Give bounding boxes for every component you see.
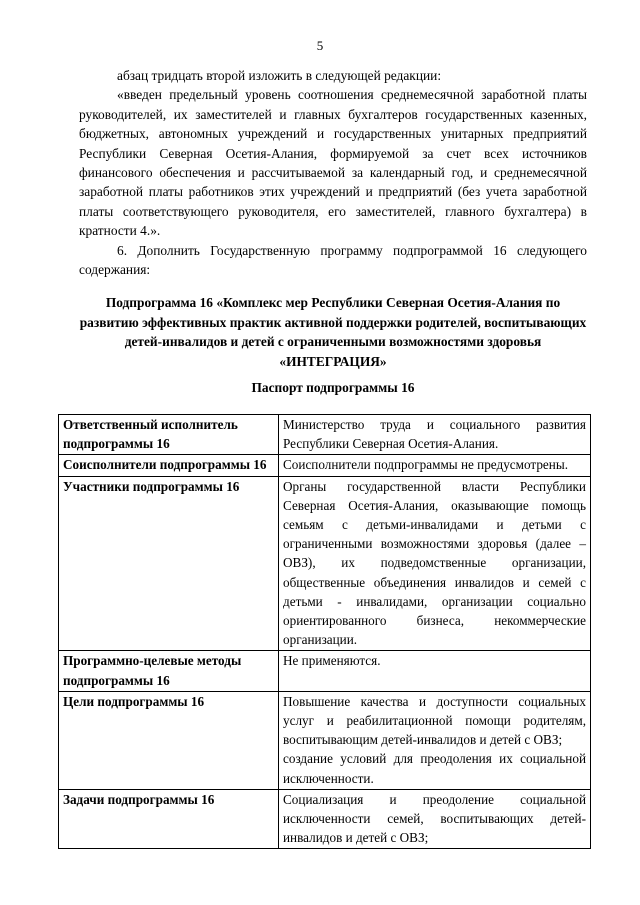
row-label-participants: Участники подпрограммы 16 (59, 476, 279, 651)
table-row (59, 651, 591, 691)
row-label-methods: Программно-целевые методы подпрограммы 16 (59, 651, 279, 691)
table-row (59, 691, 591, 789)
row-value-responsible: Министерство труда и социального развития Республики Северная Осетия-Алания. (279, 415, 591, 455)
row-value-goals (279, 691, 591, 789)
row-value-coexecutors: Соисполнители подпрограммы не предусмотрены. (279, 455, 591, 476)
paragraph-quoted-text: «введен предельный уровень соотношения среднемесячной заработной платы руководителей, их заместителей и главных бухгалтеров государственных казенных, бюджетных, автономных учреждений и государственных унитарных предприятий Республики Северная Осетия-Алания, формируемой за счет всех источников финансового обеспечения и рассчитываемой за календарный год, и среднемесячной заработной платы работников этих учреждений и предприятий (без учета заработной платы соответствующего руководителя, его заместителей, главного бухгалтера) в кратности 4.». (79, 87, 587, 239)
row-label-coexecutors: Соисполнители подпрограммы 16 (59, 455, 279, 476)
row-value-tasks: Социализация и преодоление социальной исключенности семей, воспитывающих детей-инвалидов и детей с ОВЗ; (279, 789, 591, 849)
goal-item-1: Повышение качества и доступности социальных услуг и реабилитационной помощи родителям, воспитывающим детей-инвалидов и детей с ОВЗ; (283, 693, 586, 748)
row-label-goals: Цели подпрограммы 16 (59, 691, 279, 789)
paragraph-item-6: 6. Дополнить Государственную программу подпрограммой 16 следующего содержания: (79, 242, 587, 278)
table-row (59, 789, 591, 849)
body-text (79, 66, 587, 279)
goal-item-2: создание условий для преодоления их социальной исключенности. (283, 751, 586, 786)
table-row (59, 455, 591, 476)
subprogram-title: Подпрограмма 16 «Комплекс мер Республики Северная Осетия-Алания по развитию эффективных практик активной поддержки родителей, воспитывающих детей-инвалидов и детей с ограниченными возможностями здоровья «ИНТЕГРАЦИЯ» (79, 295, 587, 369)
table-row (59, 415, 591, 455)
passport-table (58, 414, 591, 849)
row-label-tasks: Задачи подпрограммы 16 (59, 789, 279, 849)
row-label-responsible: Ответственный исполнитель подпрограммы 16 (59, 415, 279, 455)
passport-title: Паспорт подпрограммы 16 (251, 380, 415, 395)
row-value-participants: Органы государственной власти Республики Северная Осетия-Алания, оказывающие помощь семьям с детьми-инвалидами и детьми с ограниченными возможностями здоровья (далее – ОВЗ), их подведомственные организации, общественные объединения инвалидов и семей с детьми - инвалидами, организации социально ориентированного бизнеса, некоммерческие организации. (279, 476, 591, 651)
table-row (59, 476, 591, 651)
page-number: 5 (316, 38, 324, 53)
row-value-methods: Не применяются. (279, 651, 591, 691)
paragraph-instruction: абзац тридцать второй изложить в следующей редакции: (117, 68, 442, 83)
